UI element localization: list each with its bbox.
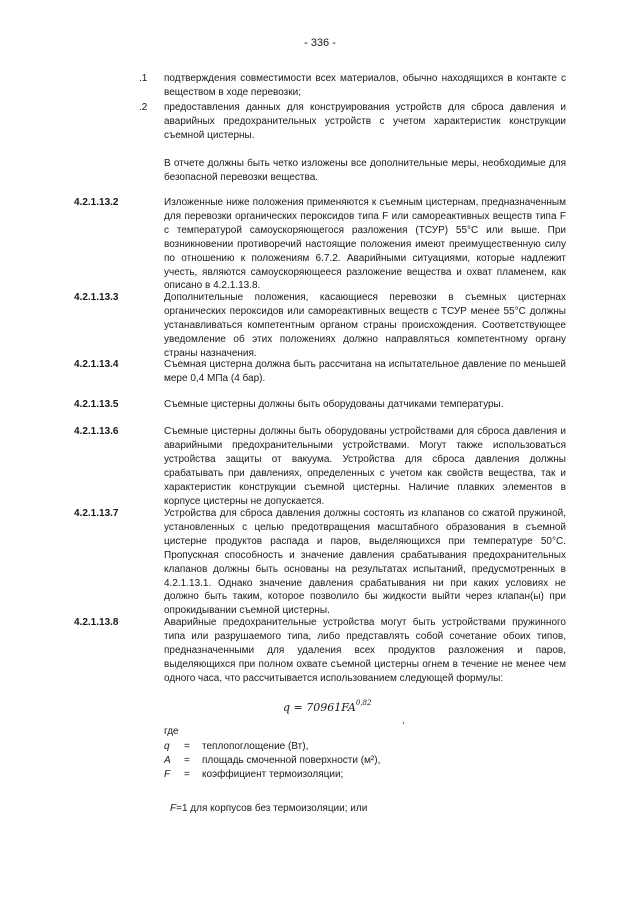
f-note-text: =1 для корпусов без термоизоляции; или	[176, 803, 368, 814]
variable-symbol: A	[164, 755, 171, 766]
list-item-number: .1	[139, 73, 148, 84]
list-item-text: подтверждения совместимости всех материалов, обычно находящихся в контакте с веществом в ходе перевозки;	[164, 73, 566, 98]
section-text: Аварийные предохранительные устройства могут быть устройствами пружинного типа или разрушаемого типа, либо представлять собой сочетание обоих типов, предназначенными для удаления всех продуктов разложения и паров, выделяющихся при полном охвате съемной цистерны огнем в течение не менее чем одного часа, что рассчитывается использованием следующей формулы:	[164, 617, 566, 684]
section-text: Съемные цистерны должны быть оборудованы устройствами для сброса давления и аварийными предохранительными устройствами. Могут также использоваться устройства защиты от вакуума. Устройства для сброса давления должны срабатывать при давлениях, определенных с учетом как свойств вещества, так и характеристик конструкции съемной цистерны. Наличие плавких элементов в корпусе цистерны не допускается.	[164, 426, 566, 507]
where-label: где	[164, 726, 179, 737]
variable-equals: =	[184, 769, 190, 780]
formula-comma: ,	[402, 715, 405, 725]
variable-description: площадь смоченной поверхности (м²),	[202, 755, 381, 766]
section-number: 4.2.1.13.4	[74, 359, 119, 370]
variable-description: теплопоглощение (Вт),	[202, 741, 309, 752]
section-number: 4.2.1.13.6	[74, 426, 119, 437]
section-text: Устройства для сброса давления должны состоять из клапанов со сжатой пружиной, установленных с целью предотвращения масштабного образования в съемной цистерне продуктов распада и паров, выделяющихся при температуре 50°С. Пропускная способность и значение давления срабатывания предохранительных клапанов должны быть основаны на результатах испытаний, предусмотренных в 4.2.1.13.1. Однако значение давления срабатывания ни при каких условиях не должно быть таким, которое позволило бы жидкости выйти через клапан(ы) при опрокидывании съемной цистерны.	[164, 508, 566, 617]
section-text: Съемная цистерна должна быть рассчитана на испытательное давление по меньшей мере 0,4 МПа (4 бар).	[164, 359, 566, 384]
heat-formula	[283, 697, 371, 715]
section-text: Дополнительные положения, касающиеся перевозки в съемных цистернах органических пероксидов или самореактивных веществ с ТСУР менее 55°С должны устанавливаться компетентным органом страны происхождения. Соответствующее уведомление об этих положениях должно направляться компетентному органу страны назначения.	[164, 292, 566, 359]
variable-symbol: q	[164, 741, 170, 752]
f-note-symbol: F	[170, 803, 177, 814]
section-text: Съемные цистерны должны быть оборудованы датчиками температуры.	[164, 399, 504, 410]
page-number: - 336 -	[304, 37, 336, 49]
intro-paragraph: В отчете должны быть четко изложены все дополнительные меры, необходимые для безопасной перевозки вещества.	[164, 158, 566, 183]
variable-description: коэффициент термоизоляции;	[202, 769, 344, 780]
formula-body: q = 70961FA	[283, 701, 356, 714]
f-value-note	[170, 802, 367, 816]
section-number: 4.2.1.13.2	[74, 197, 119, 208]
section-text: Изложенные ниже положения применяются к съемным цистернам, предназначенным для перевозки органических пероксидов типа F или самореактивных веществ типа F с температурой самоускоряющегося разложения (ТСУР) 55°С или выше. При возникновении противоречий настоящие положения имеют преимущественную силу по отношению к положениям 6.7.2. Аварийными ситуациями, которые надлежит учесть, являются самоускоряющееся разложение вещества и охват пламенем, как описано в 4.2.1.13.8.	[164, 197, 566, 292]
variable-equals: =	[184, 755, 190, 766]
variable-symbol: F	[164, 769, 171, 780]
list-item-number: .2	[139, 102, 148, 113]
list-item-text: предоставления данных для конструирования устройств для сброса давления и аварийных предохранительных устройств с учетом характеристик конструкции съемной цистерны.	[164, 102, 566, 141]
section-number: 4.2.1.13.3	[74, 292, 119, 303]
section-number: 4.2.1.13.5	[74, 399, 119, 410]
section-number: 4.2.1.13.7	[74, 508, 119, 519]
section-number: 4.2.1.13.8	[74, 617, 119, 628]
variable-equals: =	[184, 741, 190, 752]
formula-exponent: 0,82	[355, 699, 372, 707]
